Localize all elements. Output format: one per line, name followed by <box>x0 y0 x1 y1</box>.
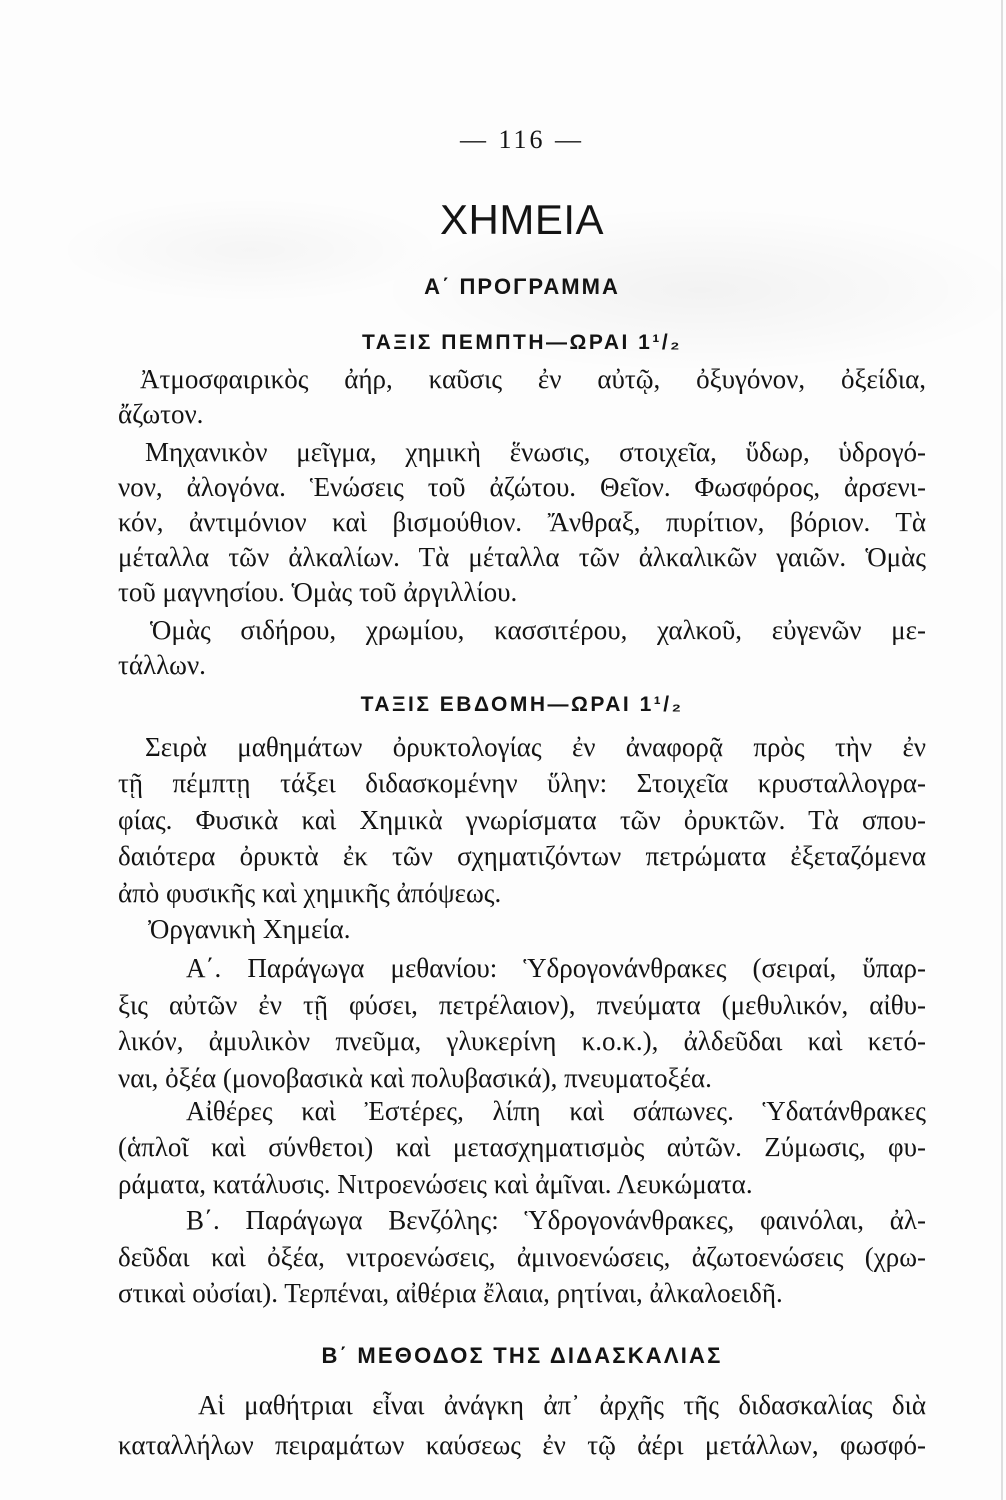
text-line: Β΄. Παράγωγα Βενζόλης: Ὑδρογονάνθρακες, φαινόλαι, ἀλ- <box>186 1205 926 1236</box>
scan-edge <box>1001 0 1003 1500</box>
text-line: τάλλων. <box>118 650 206 680</box>
seventh-class-body <box>118 729 926 1312</box>
text-line: Αἰθέρες καὶ Ἐστέρες, λίπη καὶ σάπωνες. Ὑδατάνθρακες <box>186 1096 926 1127</box>
text-line: λικόν, ἀμυλικὸν πνεῦμα, γλυκερίνη κ.ο.κ.), ἀλδεῦδαι καὶ κετό- <box>118 1026 926 1057</box>
text-line: (ἁπλοῖ καὶ σύνθετοι) καὶ μετασχηματισμὸς αὐτῶν. Ζύμωσις, φυ- <box>118 1132 926 1163</box>
page-number: — 116 — <box>459 125 585 154</box>
text-line: Αἱ μαθήτριαι εἶναι ἀνάγκη ἀπ᾿ ἀρχῆς τῆς διδασκαλίας διὰ <box>198 1390 926 1420</box>
text-line: ναι, ὀξέα (μονοβασικὰ καὶ πολυβασικά), πνευματοξέα. <box>118 1062 712 1093</box>
text-line: Σειρὰ μαθημάτων ὀρυκτολογίας ἐν ἀναφορᾷ πρὸς τὴν ἐν <box>145 732 926 762</box>
text-line: Ὀργανικὴ Χημεία. <box>148 914 351 945</box>
text-line: νον, ἀλογόνα. Ἑνώσεις τοῦ ἀζώτου. Θεῖον. Φωσφόρος, ἀρσενι- <box>118 472 926 502</box>
text-line: κόν, ἀντιμόνιον καὶ βισμούθιον. Ἄνθραξ, πυρίτιον, βόριον. Τὰ <box>118 507 926 537</box>
paragraph <box>118 729 926 911</box>
paragraph <box>118 911 926 947</box>
text-line: Ἀτμοσφαιρικὸς ἀήρ, καῦσις ἐν αὐτῷ, ὀξυγόνον, ὀξείδια, <box>140 364 926 394</box>
text-line: δεῦδαι καὶ ὀξέα, νιτροενώσεις, ἀμινοενώσεις, ἀζωτοενώσεις (χρω- <box>118 1241 926 1272</box>
fifth-class-body <box>118 362 926 683</box>
section-heading-method: Β΄ ΜΕΘΟΔΟΣ ΤΗΣ ΔΙΔΑΣΚΑΛΙΑΣ <box>321 1343 723 1368</box>
paragraph <box>118 613 926 683</box>
page-title: ΧΗΜΕΙΑ <box>439 196 605 243</box>
paragraph <box>118 1202 926 1311</box>
text-line: τῇ πέμπτῃ τάξει διδασκομένην ὕλην: Στοιχεῖα κρυσταλλογρα- <box>118 768 926 799</box>
text-line: ράματα, κατάλυσις. Νιτροενώσεις καὶ ἀμῖναι. Λευκώματα. <box>118 1168 753 1199</box>
text-line: στικαὶ οὐσίαι). Τερπέναι, αἰθέρια ἔλαια, ρητίναι, ἀλκαλοειδῆ. <box>118 1278 783 1309</box>
text-line: ἄζωτον. <box>118 399 204 429</box>
paragraph <box>118 362 926 432</box>
text-line: ξις αὐτῶν ἐν τῇ φύσει, πετρέλαιον), πνεύματα (μεθυλικόν, αἰθυ- <box>118 989 926 1020</box>
text-line: Ὁμὰς σιδήρου, χρωμίου, κασσιτέρου, χαλκοῦ, εὐγενῶν με- <box>150 615 926 645</box>
text-line: Μηχανικὸν μεῖγμα, χημικὴ ἕνωσις, στοιχεῖα, ὕδωρ, ὑδρογό- <box>145 437 926 467</box>
text-line: τοῦ μαγνησίου. Ὁμὰς τοῦ ἀργιλλίου. <box>118 577 518 607</box>
paragraph <box>118 435 926 610</box>
paragraph <box>118 1093 926 1202</box>
paragraph <box>118 950 926 1096</box>
text-line: ἀπὸ φυσικῆς καὶ χημικῆς ἀπόψεως. <box>118 877 502 908</box>
section-heading-program: Α΄ ΠΡΟΓΡΑΜΜΑ <box>424 274 620 299</box>
class-heading-fifth: ΤΑΞΙΣ ΠΕΜΠΤΗ—ΩΡΑΙ 1¹/₂ <box>361 331 682 354</box>
text-line: μέταλλα τῶν ἀλκαλίων. Τὰ μέταλλα τῶν ἀλκαλικῶν γαιῶν. Ὁμὰς <box>118 542 926 572</box>
text-line: δαιότερα ὀρυκτὰ ἐκ τῶν σχηματιζόντων πετρώματα ἐξεταζόμενα <box>118 841 926 872</box>
paragraph <box>118 1385 926 1465</box>
text-line: καταλλήλων πειραμάτων καύσεως ἐν τῷ ἀέρι μετάλλων, φωσφό- <box>118 1430 926 1460</box>
method-body <box>118 1385 926 1465</box>
text-line: φίας. Φυσικὰ καὶ Χημικὰ γνωρίσματα τῶν ὀρυκτῶν. Τὰ σπου- <box>118 804 926 835</box>
text-line: Α΄. Παράγωγα μεθανίου: Ὑδρογονάνθρακες (σειραί, ὕπαρ- <box>186 953 926 984</box>
class-heading-seventh: ΤΑΞΙΣ ΕΒΔΟΜΗ—ΩΡΑΙ 1¹/₂ <box>360 693 684 716</box>
